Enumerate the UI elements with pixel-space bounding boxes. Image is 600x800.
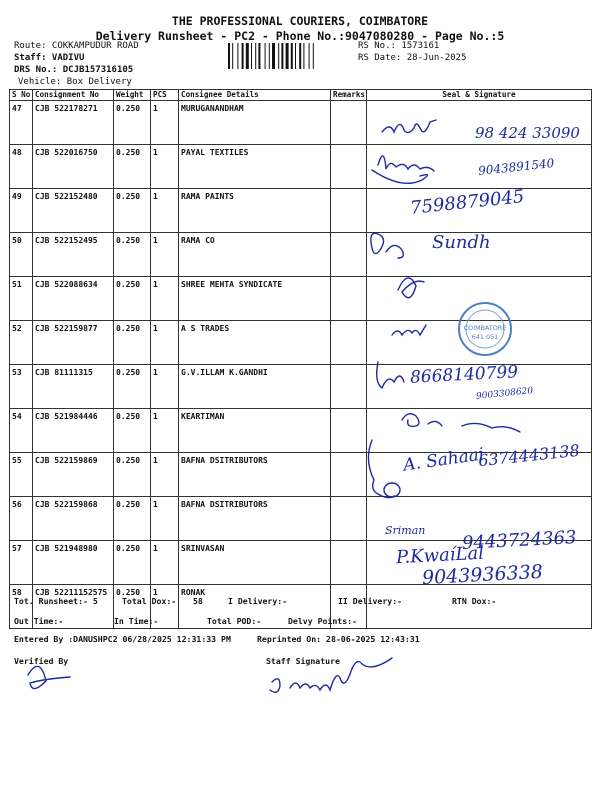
cell-consignee: A S TRADES xyxy=(179,321,331,365)
handwritten-phone-48: 9043891540 xyxy=(477,156,555,178)
stamp-text-top: COIMBATORE xyxy=(463,324,507,332)
signature-48 xyxy=(378,156,434,171)
signature-47 xyxy=(382,120,436,133)
cell-pcs: 1 xyxy=(151,145,179,189)
col-consignee: Consignee Details xyxy=(179,90,331,101)
cell-weight: 0.250 xyxy=(114,145,151,189)
col-weight: Weight xyxy=(114,90,151,101)
cell-consignment: CJB 522016750 xyxy=(33,145,114,189)
cell-sno: 52 xyxy=(10,321,33,365)
reprinted-on: Reprinted On: 28-06-2025 12:43:31 xyxy=(257,634,420,644)
handwritten-name-57: Sriman xyxy=(385,524,426,537)
verified-by-label: Verified By xyxy=(14,656,69,666)
cell-weight: 0.250 xyxy=(114,541,151,585)
total-dox-value: 58 xyxy=(193,596,203,606)
cell-consignment: CJB 522178271 xyxy=(33,101,114,145)
col-remarks: Remarks xyxy=(331,90,367,101)
cell-weight: 0.250 xyxy=(114,233,151,277)
cell-weight: 0.250 xyxy=(114,277,151,321)
cell-weight: 0.250 xyxy=(114,189,151,233)
cell-sno: 53 xyxy=(10,365,33,409)
col-pcs: PCS xyxy=(151,90,179,101)
in-time: In Time:- xyxy=(114,616,159,626)
cell-weight: 0.250 xyxy=(114,585,151,629)
cell-sno: 58 xyxy=(10,585,33,629)
cell-sno: 55 xyxy=(10,453,33,497)
signature-51 xyxy=(398,278,424,298)
cell-pcs: 1 xyxy=(151,101,179,145)
signature-verified xyxy=(28,666,70,688)
cell-consignment: CJB 52211152575 xyxy=(33,585,114,629)
cell-sno: 57 xyxy=(10,541,33,585)
cell-consignment: CJB 521948980 xyxy=(33,541,114,585)
signature-49-loop xyxy=(372,170,428,183)
signature-50 xyxy=(371,233,403,258)
cell-consignment: CJB 522159877 xyxy=(33,321,114,365)
cell-pcs: 1 xyxy=(151,321,179,365)
cell-weight: 0.250 xyxy=(114,453,151,497)
cell-pcs: 1 xyxy=(151,189,179,233)
i-delivery: I Delivery:- xyxy=(228,596,288,606)
cell-sno: 48 xyxy=(10,145,33,189)
cell-consignment: CJB 522088634 xyxy=(33,277,114,321)
cell-pcs: 1 xyxy=(151,409,179,453)
signature-52 xyxy=(392,325,426,335)
post-office-stamp xyxy=(456,300,514,358)
total-pod: Total POD:- xyxy=(207,616,262,626)
cell-consignee: RAMA PAINTS xyxy=(179,189,331,233)
handwritten-phone-57: 9443724363 xyxy=(461,527,578,554)
runsheet-subtitle: Delivery Runsheet - PC2 - Phone No.:9047080280 - Page No.:5 xyxy=(95,29,505,43)
handwritten-phone-49: 7598879045 xyxy=(409,186,526,219)
rtn-dox: RTN Dox:- xyxy=(452,596,497,606)
delvy-points: Delvy Points:- xyxy=(288,616,358,626)
cell-pcs: 1 xyxy=(151,277,179,321)
cell-consignee: MURUGANANDHAM xyxy=(179,101,331,145)
cell-sno: 51 xyxy=(10,277,33,321)
handwritten-name-58: P.KwaíLal xyxy=(395,542,485,569)
cell-consignment: CJB 522159868 xyxy=(33,497,114,541)
ii-delivery: II Delivery:- xyxy=(338,596,403,606)
handwritten-name-56: A. Sahaai xyxy=(402,444,486,476)
handwritten-phone-58: 9043936338 xyxy=(421,560,544,590)
cell-consignee: BAFNA DSITRIBUTORS xyxy=(179,453,331,497)
drs-number: DRS No.: DCJB157316105 xyxy=(14,65,134,75)
out-time: Out Time:- xyxy=(14,616,64,626)
cell-consignment: CJB 81111315 xyxy=(33,365,114,409)
tot-runsheet: Tot. Runsheet:- 5 xyxy=(14,596,98,606)
vehicle-label: Vehicle: Box Delivery xyxy=(18,77,132,87)
route-label: Route: COKKAMPUDUR ROAD xyxy=(14,41,139,51)
cell-weight: 0.250 xyxy=(114,101,151,145)
cell-pcs: 1 xyxy=(151,585,179,629)
col-consignment: Consignment No xyxy=(33,90,114,101)
cell-consignee: BAFNA DSITRIBUTORS xyxy=(179,497,331,541)
total-dox-label: Total Dox:- xyxy=(122,596,177,606)
signature-56-circle xyxy=(384,483,400,497)
rs-date: RS Date: 28-Jun-2025 xyxy=(358,53,467,63)
cell-sno: 49 xyxy=(10,189,33,233)
cell-weight: 0.250 xyxy=(114,497,151,541)
cell-consignee: RONAK xyxy=(179,585,331,629)
cell-consignment: CJB 522152495 xyxy=(33,233,114,277)
handwritten-phone-54: 9003308620 xyxy=(475,386,534,402)
cell-pcs: 1 xyxy=(151,233,179,277)
cell-pcs: 1 xyxy=(151,497,179,541)
cell-consignee: RAMA CO xyxy=(179,233,331,277)
cell-weight: 0.250 xyxy=(114,409,151,453)
handwritten-name-50: Sundh xyxy=(432,232,491,253)
cell-consignee: PAYAL TEXTILES xyxy=(179,145,331,189)
handwritten-phone-56: 6374443138 xyxy=(477,440,581,471)
cell-weight: 0.250 xyxy=(114,321,151,365)
staff-signature-label: Staff Signature xyxy=(266,656,340,666)
cell-sno: 47 xyxy=(10,101,33,145)
rs-number: RS No.: 1573161 xyxy=(358,41,440,51)
cell-sno: 50 xyxy=(10,233,33,277)
cell-sno: 56 xyxy=(10,497,33,541)
cell-pcs: 1 xyxy=(151,365,179,409)
cell-consignee: G.V.ILLAM K.GANDHI xyxy=(179,365,331,409)
cell-pcs: 1 xyxy=(151,453,179,497)
handwritten-phone-47: 98 424 33090 xyxy=(475,124,580,142)
cell-consignee: KEARTIMAN xyxy=(179,409,331,453)
cell-consignee: SRINVASAN xyxy=(179,541,331,585)
cell-weight: 0.250 xyxy=(114,365,151,409)
cell-consignment: CJB 522152480 xyxy=(33,189,114,233)
staff-label: Staff: VADIVU xyxy=(14,53,85,63)
signature-55-56-bracket xyxy=(368,440,394,498)
cell-consignment: CJB 522159869 xyxy=(33,453,114,497)
cell-consignee: SHREE MEHTA SYNDICATE xyxy=(179,277,331,321)
col-sno: S No xyxy=(10,90,33,101)
cell-sno: 54 xyxy=(10,409,33,453)
company-title: THE PROFESSIONAL COURIERS, COIMBATORE xyxy=(171,14,429,28)
entered-by: Entered By :DANUSHPC2 06/28/2025 12:31:33 PM xyxy=(14,634,231,644)
signature-53 xyxy=(377,362,404,388)
signature-54 xyxy=(402,414,520,432)
cell-pcs: 1 xyxy=(151,541,179,585)
col-seal-signature: Seal & Signature xyxy=(367,90,592,101)
handwritten-phone-53: 8668140799 xyxy=(409,362,519,388)
stamp-text-mid: 641 051 xyxy=(471,333,499,341)
cell-consignment: CJB 521984446 xyxy=(33,409,114,453)
